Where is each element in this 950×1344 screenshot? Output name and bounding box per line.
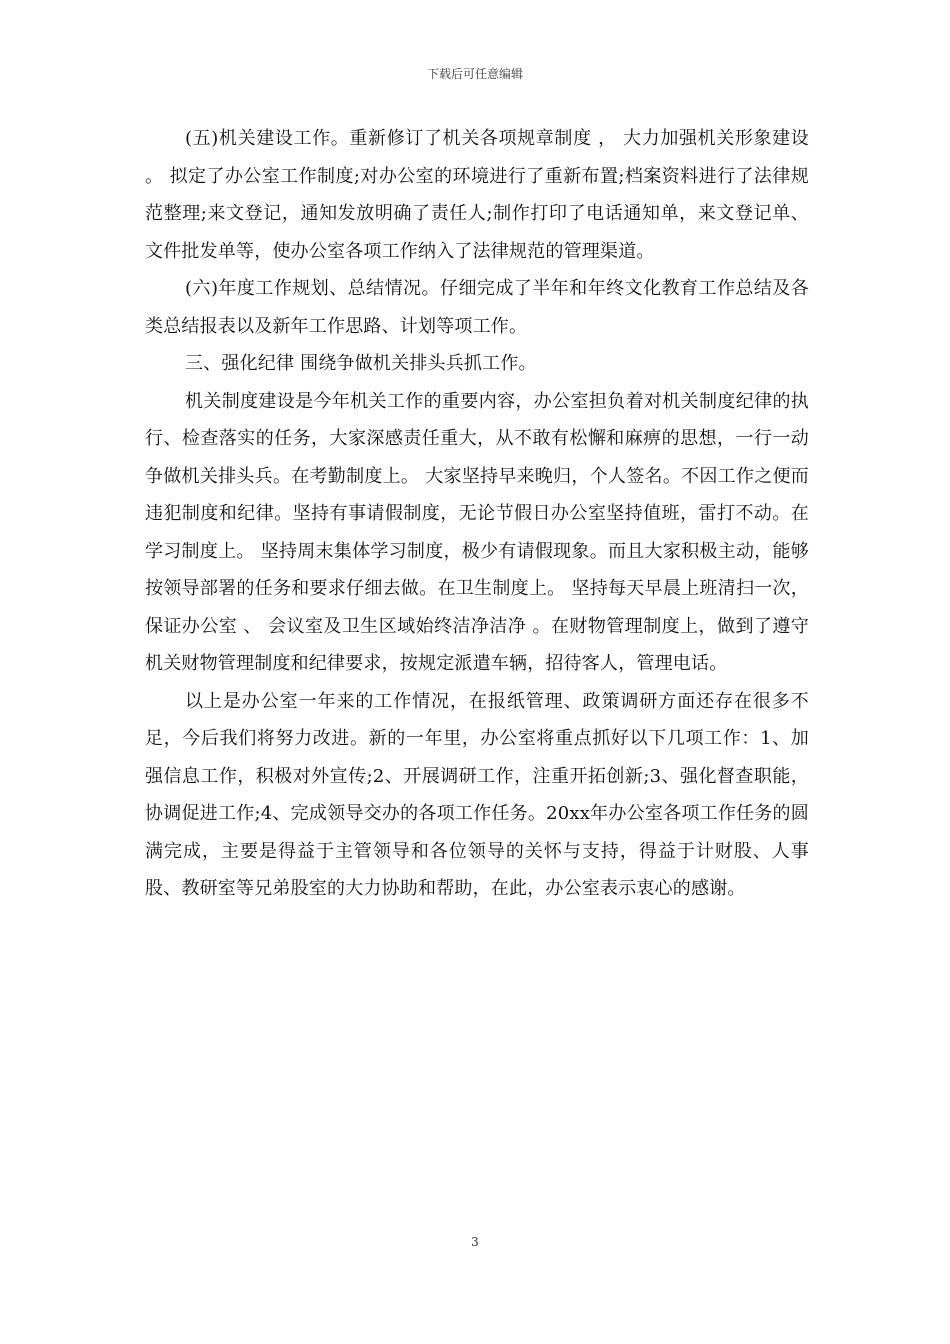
paragraph-office-building-work: (五)机关建设工作。重新修订了机关各项规章制度 ， 大力加强机关形象建设 。 拟定了办公室工作制度;对办公室的环境进行了重新布置;档案资料进行了法律规范整理;来文登记，通知发放明确了责任人;制作打印了电话通知单，来文登记单、文件批发单等，使办公室各项工作纳入了法律规范的管理渠道。	[145, 128, 809, 262]
section-heading-discipline: 三、强化纪律 围绕争做机关排头兵抓工作。	[185, 353, 537, 374]
page-number: 3	[471, 1235, 479, 1249]
paragraph-summary-and-thanks: 以上是办公室一年来的工作情况，在报纸管理、政策调研方面还存在很多不足，今后我们将努力改进。新的一年里，办公室将重点抓好以下几项工作：1、加强信息工作，积极对外宣传;2、开展调研工作，注重开拓创新;3、强化督查职能，协调促进工作;4、完成领导交办的各项工作任务。20xx年办公室各项工作任务的圆满完成，主要是得益于主管领导和各位领导的关怀与支持，得益于计财股、人事股、教研室等兄弟股室的大力协助和帮助，在此，办公室表示衷心的感谢。	[145, 690, 809, 899]
page-header: 下载后可任意编辑	[426, 67, 523, 81]
document-body	[145, 120, 809, 908]
paragraph-institution-rules: 机关制度建设是今年机关工作的重要内容，办公室担负着对机关制度纪律的执行、检查落实的任务，大家深感责任重大，从不敢有松懈和麻痹的思想，一行一动争做机关排头兵。在考勤制度上。 大家坚持早来晚归，个人签名。不因工作之便而违犯制度和纪律。坚持有事请假制度，无论节假日办公室坚持值班，雷打不动。在学习制度上。 坚持周末集体学习制度，极少有请假现象。而且大家积极主动，能够按领导部署的任务和要求仔细去做。在卫生制度上。 坚持每天早晨上班清扫一次，保证办公室 、 会议室及卫生区域始终洁净洁净 。在财物管理制度上，做到了遵守机关财物管理制度和纪律要求，按规定派遣车辆，招待客人，管理电话。	[145, 390, 809, 674]
paragraph-annual-planning: (六)年度工作规划、总结情况。仔细完成了半年和年终文化教育工作总结及各类总结报表以及新年工作思路、计划等项工作。	[145, 278, 809, 337]
